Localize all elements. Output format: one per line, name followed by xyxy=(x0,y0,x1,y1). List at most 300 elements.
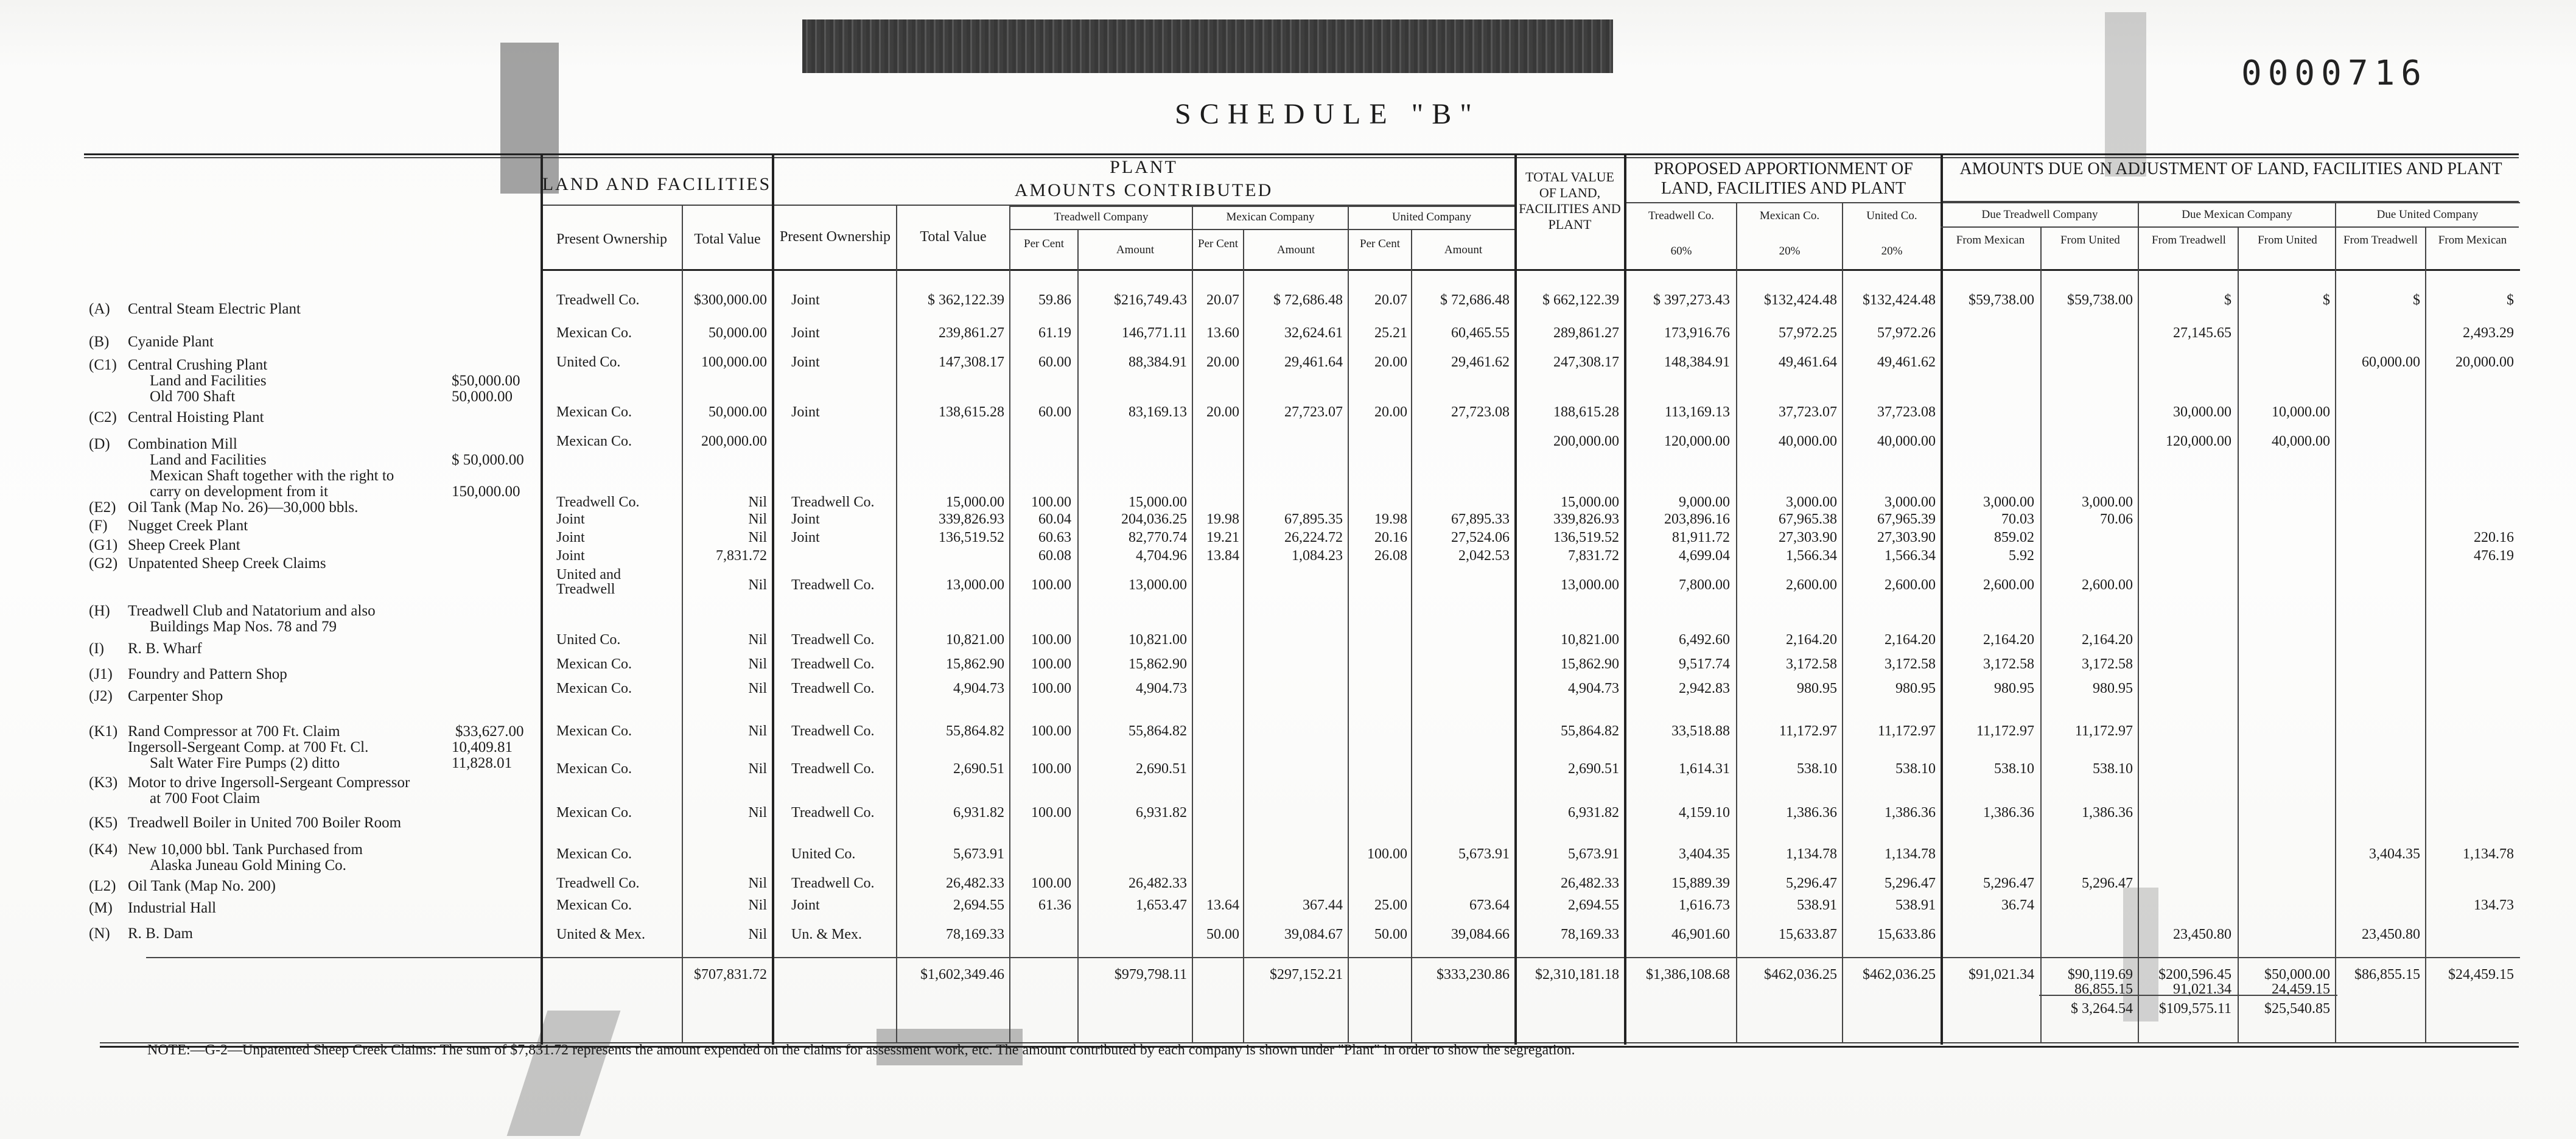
cell-m-amt: $ 72,686.48 xyxy=(1273,292,1343,308)
cell-a3: 23,450.80 xyxy=(2173,927,2231,942)
cell-p-u: 67,965.39 xyxy=(1877,511,1936,527)
cell-t-amt: 10,821.00 xyxy=(1129,632,1187,648)
cell-p-m: 15,633.87 xyxy=(1779,927,1837,942)
cell-a1: 2,164.20 xyxy=(1983,632,2034,648)
cell-total: 2,694.55 xyxy=(1568,897,1619,913)
row-sub-value: $33,627.00 xyxy=(455,723,524,740)
cell-p-t: 7,800.00 xyxy=(1679,577,1730,593)
row-sub-label: Land and Facilities xyxy=(150,373,267,389)
cell-p-u: 27,303.90 xyxy=(1877,530,1936,545)
cell-a1: 2,600.00 xyxy=(1983,577,2034,593)
cell-p-t: 173,916.76 xyxy=(1664,325,1730,341)
row-key: (G1) xyxy=(89,537,118,553)
row-label xyxy=(89,774,410,791)
total-p-t: $1,386,108.68 xyxy=(1646,967,1730,983)
cell-a2: 3,000.00 xyxy=(2082,494,2133,510)
cell-a2: $59,738.00 xyxy=(2067,292,2133,308)
cell-total: 78,169.33 xyxy=(1561,927,1619,942)
cell-a1: 538.10 xyxy=(1994,761,2034,777)
row-label xyxy=(89,301,301,318)
row-key: (D) xyxy=(89,436,110,452)
cell-m-pct: 20.00 xyxy=(1206,404,1239,420)
row-sub-label: at 700 Foot Claim xyxy=(150,790,261,807)
col-divider xyxy=(772,153,774,1045)
row-description: Oil Tank (Map No. 26)—30,000 bbls. xyxy=(128,499,359,516)
cell-t-pct: 100.00 xyxy=(1031,761,1071,777)
row-key: (K5) xyxy=(89,815,118,831)
cell-a1: 3,000.00 xyxy=(1983,494,2034,510)
row-label xyxy=(89,925,193,942)
cell-p-m: 11,172.97 xyxy=(1779,723,1837,739)
cell-land-owner: Mexican Co. xyxy=(556,681,632,696)
united-co-header: United Co. xyxy=(1866,209,1917,222)
schedule-title: SCHEDULE "B" xyxy=(1175,98,1480,130)
row-sub-label: carry on development from it xyxy=(150,483,328,500)
table-top-rule xyxy=(84,153,2519,155)
cell-p-t: 9,000.00 xyxy=(1679,494,1730,510)
row-key: (C1) xyxy=(89,357,117,373)
row-sub-value: $50,000.00 xyxy=(452,373,520,389)
cell-p-t: 148,384.91 xyxy=(1664,354,1730,370)
row-label xyxy=(89,436,237,453)
cell-m-amt: 27,723.07 xyxy=(1284,404,1343,420)
cell-t-pct: 100.00 xyxy=(1031,494,1071,510)
cell-p-u: 15,633.86 xyxy=(1877,927,1936,942)
cell-p-t: 81,911.72 xyxy=(1671,530,1730,545)
col-divider xyxy=(1243,230,1244,1043)
cell-plant-owner: Treadwell Co. xyxy=(791,681,875,696)
cell-plant-owner: Joint xyxy=(791,404,820,420)
cell-total: 136,519.52 xyxy=(1553,530,1619,545)
cell-land-owner: Treadwell Co. xyxy=(556,292,640,308)
cell-land-value: $300,000.00 xyxy=(694,292,767,308)
cell-t-pct: 100.00 xyxy=(1031,656,1071,672)
cell-total: 2,690.51 xyxy=(1568,761,1619,777)
row-key: (G2) xyxy=(89,555,118,572)
cell-u-amt: 60,465.55 xyxy=(1451,325,1510,341)
cell-total: 15,862.90 xyxy=(1561,656,1619,672)
cell-total: 6,931.82 xyxy=(1568,805,1619,821)
cell-u-pct: 19.98 xyxy=(1374,511,1407,527)
row-sub-label: Old 700 Shaft xyxy=(150,388,236,405)
cell-land-owner: Mexican Co. xyxy=(556,404,632,420)
cell-plant-owner: Joint xyxy=(791,897,820,913)
row-label xyxy=(89,878,276,895)
cell-p-t: $ 397,273.43 xyxy=(1653,292,1730,308)
cell-plant-total: 55,864.82 xyxy=(946,723,1004,739)
mexican-company-header: Mexican Company xyxy=(1226,211,1315,223)
cell-plant-total: 15,862.90 xyxy=(946,656,1004,672)
cell-t-pct: 59.86 xyxy=(1038,292,1071,308)
cell-land-owner: United and Treadwell xyxy=(556,567,621,597)
cell-land-owner: United Co. xyxy=(556,354,621,370)
table-top-rule-2 xyxy=(84,157,2519,158)
cell-a6: 20,000.00 xyxy=(2455,354,2514,370)
row-key: (M) xyxy=(89,900,113,916)
cell-a4: 40,000.00 xyxy=(2272,433,2330,449)
cell-p-m: 49,461.64 xyxy=(1779,354,1837,370)
adjustment-header: AMOUNTS DUE ON ADJUSTMENT OF LAND, FACILITIES AND PLANT xyxy=(1959,159,2502,178)
land-value-header: Total Value xyxy=(694,231,761,247)
amount-header: Amount xyxy=(1116,244,1155,256)
cell-land-owner: Mexican Co. xyxy=(556,761,632,777)
cell-plant-total: 10,821.00 xyxy=(946,632,1004,648)
per-cent-header: Per Cent xyxy=(1024,237,1064,250)
row-description: Oil Tank (Map No. 200) xyxy=(128,878,276,894)
cell-land-value: Nil xyxy=(748,723,767,739)
cell-land-owner: United Co. xyxy=(556,632,621,648)
plant-owner-header: Present Ownership xyxy=(780,229,891,245)
amount-header: Amount xyxy=(1276,244,1315,256)
row-sub-value: $ 50,000.00 xyxy=(452,452,524,468)
cell-u-amt: $ 72,686.48 xyxy=(1440,292,1510,308)
row-label xyxy=(89,603,376,620)
row-sub-label: Ingersoll-Sergeant Comp. at 700 Ft. Cl. xyxy=(128,739,369,755)
col-divider xyxy=(541,153,543,1045)
cell-land-value: 50,000.00 xyxy=(709,404,767,420)
cell-land-owner: Mexican Co. xyxy=(556,325,632,341)
cell-t-amt: 13,000.00 xyxy=(1129,577,1187,593)
row-key: (K3) xyxy=(89,774,118,791)
row-key: (I) xyxy=(89,640,104,657)
from-united-header: From United xyxy=(2060,234,2120,247)
cell-p-u: 37,723.08 xyxy=(1877,404,1936,420)
land-owner-header: Present Ownership xyxy=(556,231,667,247)
cell-a2: 5,296.47 xyxy=(2082,875,2133,891)
cell-land-value: Nil xyxy=(748,897,767,913)
row-key: (B) xyxy=(89,334,110,350)
cell-p-u: 2,164.20 xyxy=(1885,632,1936,648)
cell-m-amt: 29,461.64 xyxy=(1284,354,1343,370)
cell-a1: 11,172.97 xyxy=(1976,723,2034,739)
cell-t-amt: 88,384.91 xyxy=(1129,354,1187,370)
from-mexican-header: From Mexican xyxy=(2438,234,2507,247)
row-key: (F) xyxy=(89,517,108,534)
cell-plant-owner: Joint xyxy=(791,511,820,527)
cell-a1: 5.92 xyxy=(2009,548,2034,564)
pct-20: 20% xyxy=(1779,245,1801,258)
cell-t-amt: 82,770.74 xyxy=(1129,530,1187,545)
cell-land-value: 50,000.00 xyxy=(709,325,767,341)
cell-m-amt: 1,084.23 xyxy=(1292,548,1343,564)
cell-a1: 859.02 xyxy=(1994,530,2034,545)
cell-p-u: 1,566.34 xyxy=(1885,548,1936,564)
row-description: Cyanide Plant xyxy=(128,334,214,350)
cell-land-value: Nil xyxy=(748,761,767,777)
cell-p-u: 49,461.62 xyxy=(1877,354,1936,370)
row-label xyxy=(89,334,214,351)
cell-u-pct: 100.00 xyxy=(1367,846,1407,862)
cell-p-t: 46,901.60 xyxy=(1671,927,1730,942)
total-a1: $91,021.34 xyxy=(1969,967,2034,983)
cell-p-u: 1,386.36 xyxy=(1885,805,1936,821)
cell-p-t: 120,000.00 xyxy=(1664,433,1730,449)
cell-a6: 476.19 xyxy=(2474,548,2514,564)
cell-land-owner: Mexican Co. xyxy=(556,897,632,913)
total-u-amt: $333,230.86 xyxy=(1437,967,1510,983)
cell-plant-owner: Un. & Mex. xyxy=(791,927,862,942)
cell-m-amt: 32,624.61 xyxy=(1284,325,1343,341)
cell-p-t: 3,404.35 xyxy=(1679,846,1730,862)
cell-plant-total: 339,826.93 xyxy=(939,511,1004,527)
total-a4b: 24,459.15 xyxy=(2272,981,2330,997)
cell-plant-owner: United Co. xyxy=(791,846,856,862)
cell-m-pct: 50.00 xyxy=(1206,927,1239,942)
per-cent-header: Per Cent xyxy=(1198,237,1238,250)
total-a3: $200,596.45 xyxy=(2158,967,2231,983)
cell-p-u: 40,000.00 xyxy=(1877,433,1936,449)
cell-p-t: 1,614.31 xyxy=(1679,761,1730,777)
row-label xyxy=(89,357,267,374)
cell-p-u: 1,134.78 xyxy=(1885,846,1936,862)
row-description: R. B. Dam xyxy=(128,925,193,942)
tape-mark xyxy=(2105,12,2146,177)
cell-plant-owner: Treadwell Co. xyxy=(791,761,875,777)
cell-p-m: 3,172.58 xyxy=(1786,656,1837,672)
cell-t-pct: 100.00 xyxy=(1031,723,1071,739)
cell-p-m: $132,424.48 xyxy=(1764,292,1837,308)
cell-p-m: 40,000.00 xyxy=(1779,433,1837,449)
cell-a3: 27,145.65 xyxy=(2173,325,2231,341)
cell-land-value: Nil xyxy=(748,875,767,891)
mexican-co-header: Mexican Co. xyxy=(1759,209,1820,222)
cell-a2: 1,386.36 xyxy=(2082,805,2133,821)
total-m-amt: $297,152.21 xyxy=(1270,967,1343,983)
row-label xyxy=(89,499,358,516)
cell-a2: 980.95 xyxy=(2093,681,2133,696)
total-a6: $24,459.15 xyxy=(2448,967,2514,983)
cell-p-m: 37,723.07 xyxy=(1779,404,1837,420)
from-united-header: From United xyxy=(2258,234,2317,247)
cell-p-t: 203,896.16 xyxy=(1664,511,1730,527)
cell-plant-total: 13,000.00 xyxy=(946,577,1004,593)
cell-t-amt: 83,169.13 xyxy=(1129,404,1187,420)
cell-t-pct: 60.08 xyxy=(1038,548,1071,564)
land-header: LAND AND FACILITIES xyxy=(542,174,772,194)
cell-plant-owner: Treadwell Co. xyxy=(791,494,875,510)
cell-u-amt: 39,084.66 xyxy=(1451,927,1510,942)
cell-plant-owner: Treadwell Co. xyxy=(791,632,875,648)
cell-a6: 2,493.29 xyxy=(2463,325,2514,341)
row-key: (H) xyxy=(89,603,110,619)
row-label xyxy=(89,723,340,740)
cell-p-u: 538.10 xyxy=(1895,761,1936,777)
cell-a6: 220.16 xyxy=(2474,530,2514,545)
cell-p-u: 57,972.26 xyxy=(1877,325,1936,341)
cell-p-u: 538.91 xyxy=(1895,897,1936,913)
cell-u-amt: 27,723.08 xyxy=(1451,404,1510,420)
col-divider xyxy=(1411,230,1412,1043)
total-a4c: $25,540.85 xyxy=(2264,1001,2330,1017)
col-divider xyxy=(2238,226,2239,1043)
cell-total: $ 662,122.39 xyxy=(1542,292,1619,308)
row-key: (J1) xyxy=(89,666,113,682)
row-description: Central Steam Electric Plant xyxy=(128,301,301,317)
cell-plant-total: 5,673.91 xyxy=(953,846,1004,862)
col-divider xyxy=(2335,201,2336,1043)
total-a2b: 86,855.15 xyxy=(2074,981,2133,997)
cell-m-pct: 19.98 xyxy=(1206,511,1239,527)
cell-m-pct: 20.07 xyxy=(1206,292,1239,308)
cell-a5: 60,000.00 xyxy=(2362,354,2420,370)
total-a3b: 91,021.34 xyxy=(2173,981,2231,997)
cell-a2: 2,600.00 xyxy=(2082,577,2133,593)
row-sub-label: Land and Facilities xyxy=(150,452,267,468)
cell-p-u: 2,600.00 xyxy=(1885,577,1936,593)
cell-p-m: 1,134.78 xyxy=(1786,846,1837,862)
cell-a1: 70.03 xyxy=(2001,511,2034,527)
cell-plant-owner: Treadwell Co. xyxy=(791,577,875,593)
total-a3c: $109,575.11 xyxy=(2158,1001,2231,1017)
cell-t-amt: 15,000.00 xyxy=(1129,494,1187,510)
row-key: (K4) xyxy=(89,841,118,858)
row-key: (L2) xyxy=(89,878,116,894)
cell-plant-total: 239,861.27 xyxy=(939,325,1004,341)
cell-land-owner: United & Mex. xyxy=(556,927,645,942)
cell-land-value: Nil xyxy=(748,805,767,821)
total-land-value: $707,831.72 xyxy=(694,967,767,983)
pct-60: 60% xyxy=(1670,245,1692,258)
cell-p-m: 27,303.90 xyxy=(1779,530,1837,545)
cell-t-pct: 61.19 xyxy=(1038,325,1071,341)
united-company-header: United Company xyxy=(1391,211,1472,223)
cell-plant-total: 6,931.82 xyxy=(953,805,1004,821)
cell-land-value: Nil xyxy=(748,656,767,672)
cell-total: 13,000.00 xyxy=(1561,577,1619,593)
total-plant-total: $1,602,349.46 xyxy=(920,967,1004,983)
cell-total: 339,826.93 xyxy=(1553,511,1619,527)
row-label xyxy=(89,409,264,426)
cell-u-pct: 25.21 xyxy=(1374,325,1407,341)
cell-total: 4,904.73 xyxy=(1568,681,1619,696)
treadwell-co-header: Treadwell Co. xyxy=(1648,209,1715,222)
row-description: New 10,000 bbl. Tank Purchased from xyxy=(128,841,363,858)
cell-t-amt: 55,864.82 xyxy=(1129,723,1187,739)
cell-p-t: 33,518.88 xyxy=(1671,723,1730,739)
cell-a1: 3,172.58 xyxy=(1983,656,2034,672)
cell-t-amt: 4,904.73 xyxy=(1136,681,1187,696)
cell-t-amt: 146,771.11 xyxy=(1121,325,1187,341)
cell-t-pct: 100.00 xyxy=(1031,681,1071,696)
cell-a1: 980.95 xyxy=(1994,681,2034,696)
cell-plant-total: $ 362,122.39 xyxy=(928,292,1004,308)
cell-land-value: 7,831.72 xyxy=(716,548,767,564)
cell-land-owner: Mexican Co. xyxy=(556,433,632,449)
cell-t-amt: 4,704.96 xyxy=(1136,548,1187,564)
amount-header: Amount xyxy=(1444,244,1483,256)
cell-p-m: 538.10 xyxy=(1797,761,1837,777)
cell-t-amt: 6,931.82 xyxy=(1136,805,1187,821)
cell-plant-owner: Treadwell Co. xyxy=(791,723,875,739)
cell-p-t: 6,492.60 xyxy=(1679,632,1730,648)
plant-total-header: Total Value xyxy=(920,229,987,245)
total-t-amt: $979,798.11 xyxy=(1114,967,1187,983)
cell-plant-total: 4,904.73 xyxy=(953,681,1004,696)
cell-u-pct: 20.00 xyxy=(1374,404,1407,420)
row-description: Industrial Hall xyxy=(128,900,217,916)
cell-p-m: 5,296.47 xyxy=(1786,875,1837,891)
row-description: Treadwell Club and Natatorium and also xyxy=(128,603,376,619)
cell-a3: 120,000.00 xyxy=(2166,433,2231,449)
cell-m-amt: 67,895.35 xyxy=(1284,511,1343,527)
total-a5: $86,855.15 xyxy=(2354,967,2420,983)
cell-plant-total: 2,690.51 xyxy=(953,761,1004,777)
cell-u-pct: 20.16 xyxy=(1374,530,1407,545)
cell-u-pct: 26.08 xyxy=(1374,548,1407,564)
header-bottom-rule xyxy=(541,269,2520,271)
cell-a1: 5,296.47 xyxy=(1983,875,2034,891)
row-label xyxy=(89,640,202,657)
from-treadwell-header: From Treadwell xyxy=(2152,234,2226,247)
cell-p-u: 980.95 xyxy=(1895,681,1936,696)
cell-total: 200,000.00 xyxy=(1553,433,1619,449)
cell-u-amt: 673.64 xyxy=(1469,897,1510,913)
row-sub-value: 150,000.00 xyxy=(452,483,520,500)
totals-top-rule xyxy=(146,957,2520,958)
cell-p-u: $132,424.48 xyxy=(1863,292,1936,308)
cell-p-m: 67,965.38 xyxy=(1779,511,1837,527)
cell-a4: 10,000.00 xyxy=(2272,404,2330,420)
plant-header: PLANT xyxy=(1110,157,1178,177)
cell-p-m: 538.91 xyxy=(1797,897,1837,913)
row-description: Foundry and Pattern Shop xyxy=(128,666,287,682)
row-description: Motor to drive Ingersoll-Sergeant Compressor xyxy=(128,774,410,791)
treadwell-company-header: Treadwell Company xyxy=(1054,211,1149,223)
cell-land-owner: Mexican Co. xyxy=(556,723,632,739)
cell-a1: 1,386.36 xyxy=(1983,805,2034,821)
cell-m-amt: 367.44 xyxy=(1303,897,1343,913)
pct-20: 20% xyxy=(1881,245,1903,258)
cell-t-pct: 60.04 xyxy=(1038,511,1071,527)
cell-plant-owner: Joint xyxy=(791,530,820,545)
from-mexican-header: From Mexican xyxy=(1956,234,2025,247)
cell-p-m: 3,000.00 xyxy=(1786,494,1837,510)
amounts-contributed-header: AMOUNTS CONTRIBUTED xyxy=(1014,180,1273,200)
total-a4: $50,000.00 xyxy=(2264,967,2330,983)
proposed-apportionment-header: PROPOSED APPORTIONMENT OF LAND, FACILITIES AND PLANT xyxy=(1654,159,1913,198)
cell-m-pct: 13.64 xyxy=(1206,897,1239,913)
cell-u-amt: 5,673.91 xyxy=(1458,846,1510,862)
cell-plant-owner: Joint xyxy=(791,354,820,370)
cell-total: 5,673.91 xyxy=(1568,846,1619,862)
cell-u-pct: 20.00 xyxy=(1374,354,1407,370)
footnote: NOTE:—G-2—Unpatented Sheep Creek Claims: The sum of $7,831.72 represents the amount expended on the claims for assessment work, etc. The amount contributed by each company is shown under "Plant" in order to show the segregation. xyxy=(147,1042,1575,1058)
tape-mark xyxy=(500,43,559,194)
cell-t-amt: $216,749.43 xyxy=(1114,292,1187,308)
due-united-header: Due United Company xyxy=(2376,208,2479,221)
row-sub-label: Mexican Shaft together with the right to xyxy=(150,468,394,484)
cell-total: 7,831.72 xyxy=(1568,548,1619,564)
cell-land-value: Nil xyxy=(748,632,767,648)
total-a2: $90,119.69 xyxy=(2067,967,2133,983)
row-description: Central Hoisting Plant xyxy=(128,409,264,426)
cell-t-amt: 15,862.90 xyxy=(1129,656,1187,672)
cell-total: 188,615.28 xyxy=(1553,404,1619,420)
cell-land-owner: Joint xyxy=(556,548,585,564)
cell-p-m: 1,386.36 xyxy=(1786,805,1837,821)
row-description: Combination Mill xyxy=(128,436,237,452)
cell-total: 26,482.33 xyxy=(1561,875,1619,891)
cell-t-pct: 61.36 xyxy=(1038,897,1071,913)
cell-total: 289,861.27 xyxy=(1553,325,1619,341)
header-rule xyxy=(1010,206,1514,207)
total-total: $2,310,181.18 xyxy=(1535,967,1619,983)
due-treadwell-header: Due Treadwell Company xyxy=(1981,208,2098,221)
cell-p-m: 1,566.34 xyxy=(1786,548,1837,564)
document-number: 0000716 xyxy=(2241,54,2428,93)
cell-plant-total: 26,482.33 xyxy=(946,875,1004,891)
cell-u-pct: 50.00 xyxy=(1374,927,1407,942)
